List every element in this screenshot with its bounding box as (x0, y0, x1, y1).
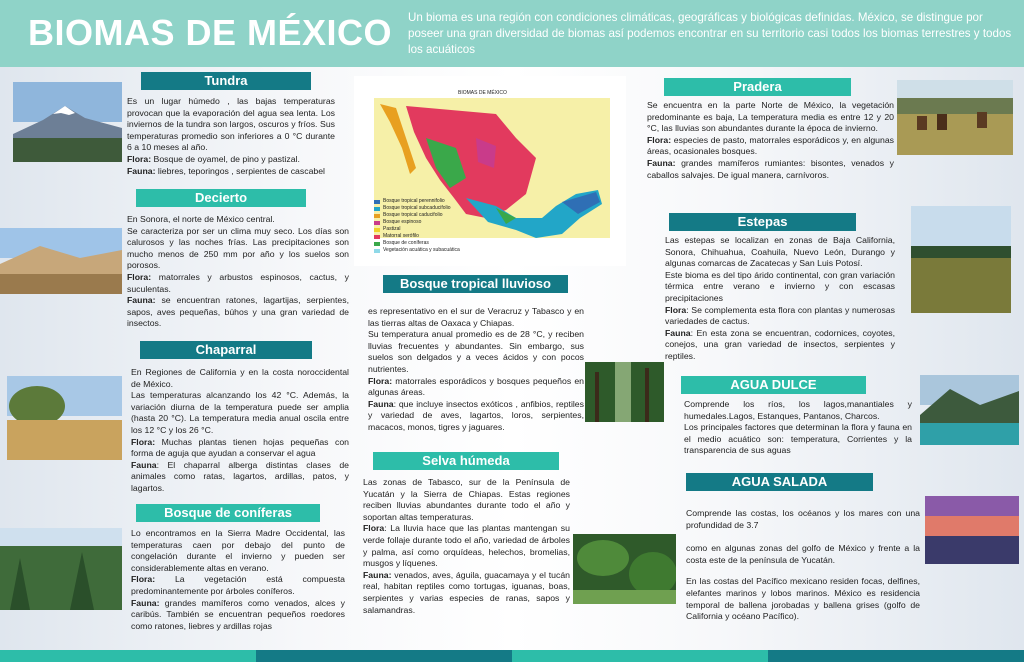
legend-swatch (374, 200, 380, 204)
desierto-text (127, 214, 349, 330)
desierto-description: Se caracteriza por ser un clima muy seco. Los días son calurosos y las noches frías. Las precipitaciones son mucho menos de 250 mm por año y los suelos son porosos. (127, 225, 349, 271)
pradera-fauna: grandes mamíferos rumiantes: bisontes, venados y caballos salvajes. De igual manera, carnívoros. (647, 157, 894, 180)
coniferas-text (131, 528, 345, 632)
coniferas-fauna-label: Fauna: (131, 597, 160, 608)
desierto-heading: Decierto (136, 189, 306, 207)
dulce-description: Comprende los ríos, los lagos,manantiales y humedales.Lagos, Estanques, Pantanos, Charcos. (684, 399, 912, 421)
legend-label: Bosque espinoso (383, 219, 422, 225)
desierto-fauna: se encuentran ratones, lagartijas, serpientes, sapos, aves pequeñas, búhos y una gran variedad de insectos. (127, 295, 349, 329)
tundra-fauna: liebres, teporingos , serpientes de cascabel (155, 165, 325, 176)
legend-swatch (374, 249, 380, 253)
selva-text (363, 477, 570, 616)
desierto-photo (0, 228, 122, 294)
tropical-heading: Bosque tropical lluvioso (383, 275, 568, 293)
estepas-photo (911, 206, 1011, 313)
legend-label: Bosque tropical subcaducifolio (383, 205, 451, 211)
coniferas-description: Lo encontramos en la Sierra Madre Occidental, las temperaturas caen por debajo del punto de congelación durante el invierno y pueden ser considerablemente altas en verano. (131, 528, 345, 573)
footer-bar-segment (512, 650, 768, 662)
tundra-flora-label: Flora: (127, 153, 152, 164)
tundra-fauna-label: Fauna: (127, 165, 156, 176)
estepas-fauna: : En esta zona se encuentran, codornices, coyotes, conejos, una gran variedad de insectos, serpientes y reptiles. (665, 327, 895, 361)
footer-bar-segment (256, 650, 512, 662)
dulce-heading: AGUA DULCE (681, 376, 866, 394)
legend-item (374, 233, 460, 240)
coniferas-photo (0, 528, 122, 610)
tropical-flora: matorrales esporádicos y bosques pequeños en algunas áreas. (368, 375, 584, 398)
legend-label: Bosque tropical caducifolio (383, 212, 443, 218)
tropical-photo (585, 362, 664, 422)
map-title: BIOMAS DE MÉXICO (458, 90, 507, 96)
legend-swatch (374, 242, 380, 246)
salada-photo (925, 496, 1019, 564)
estepas-fauna-label: Fauna (665, 327, 691, 338)
selva-location: Las zonas de Tabasco, sur de la Península de Yucatán y la Sierra de Chiapas. Estas regiones reciben lluvias abundantes durante todo el año y soportan altas temperaturas. (363, 477, 570, 522)
salada-location: como en algunas zonas del golfo de México y frente a la costa este de la península de Yucatán. (686, 543, 920, 565)
legend-swatch (374, 214, 380, 218)
selva-flora-label: Flora (363, 523, 385, 534)
pradera-heading: Pradera (664, 78, 851, 96)
chaparral-fauna-label: Fauna (131, 459, 157, 470)
selva-flora: : La lluvia hace que las plantas mantengan su verde follaje durante todo el año, variedad de árboles y palma, así como orquídeas, helechos, bromelias, musgos y líquenes. (363, 523, 570, 569)
desierto-fauna-label: Fauna: (127, 295, 156, 306)
map-legend (374, 198, 460, 254)
tropical-location: es representativo en el sur de Veracruz y Tabasco y en las tierras altas de Oaxaca y Chiapas. (368, 306, 584, 328)
legend-item (374, 247, 460, 254)
chaparral-heading: Chaparral (140, 341, 312, 359)
page-title: BIOMAS DE MÉXICO (28, 12, 393, 53)
tropical-fauna-label: Fauna (368, 398, 394, 409)
chaparral-flora: Muchas plantas tienen hojas pequeñas con forma de aguja que ayudan a conservar el agua (131, 436, 349, 459)
desierto-flora-label: Flora: (127, 271, 152, 282)
tropical-description: Su temperatura anual promedio es de 28 °C, y reciben lluvias frecuentes y abundantes. Sin embargo, sus suelos son delgados y a veces ácidos y con pocos nutrientes. (368, 329, 584, 374)
chaparral-flora-label: Flora: (131, 436, 156, 447)
legend-swatch (374, 228, 380, 232)
legend-item (374, 240, 460, 247)
chaparral-fauna: : El chaparral alberga distintas clases de animales como ratas, lagartos, ardillas, patos, y lagartos. (131, 459, 349, 493)
estepas-heading: Estepas (669, 213, 856, 231)
legend-label: Bosque tropical perennifolio (383, 198, 445, 204)
estepas-location: Las estepas se localizan en zonas de Baja California, Sonora, Chihuahua, Coahuila, Nuevo León, Durango y algunas comarcas de Zacatecas y San Luis Potosí. (665, 235, 895, 269)
tundra-flora: Bosque de oyamel, de pino y pastizal. (151, 153, 300, 164)
estepas-description: Este bioma es del tipo árido continental, con gran variación térmica entre verano e invierno y con escasas precipitaciones (665, 269, 895, 303)
estepas-flora: : Se complementa esta flora con plantas y numerosas variedades de cactus. (665, 304, 895, 327)
tropical-fauna: : que incluye insectos exóticos , anfibios, reptiles y variedad de aves, lagartos, loros, serpientes, macacos, monos, tigres y jaguares. (368, 398, 584, 432)
footer-bar-segment (0, 650, 256, 662)
legend-item (374, 226, 460, 233)
tundra-photo (13, 82, 122, 162)
dulce-text (684, 399, 912, 457)
pradera-photo (897, 80, 1013, 155)
legend-swatch (374, 235, 380, 239)
coniferas-flora-label: Flora: (131, 574, 156, 585)
chaparral-photo (7, 376, 122, 460)
tropical-flora-label: Flora: (368, 375, 393, 386)
legend-label: Bosque de coníferas (383, 240, 429, 246)
legend-swatch (374, 207, 380, 211)
legend-item (374, 205, 460, 212)
chaparral-text (131, 367, 349, 495)
salada-heading: AGUA SALADA (686, 473, 873, 491)
coniferas-flora: La vegetación está compuesta predominantemente por árboles coníferos. (131, 574, 345, 596)
tundra-heading: Tundra (141, 72, 311, 90)
selva-fauna: venados, aves, águila, guacamaya y el tucán real, habitan reptiles como tortugas, iguanas, boas, serpientes y varias especies de ranas, sapos y salamandras. (363, 569, 570, 615)
legend-item (374, 212, 460, 219)
dulce-photo (920, 375, 1019, 445)
dulce-factors: Los principales factores que determinan la flora y fauna en el medio acuático son: temperatura, Corrientes y la transparencia de sus aguas (684, 422, 912, 456)
tropical-text (368, 306, 584, 434)
tundra-description: Es un lugar húmedo , las bajas temperaturas provocan que la evaporación del agua sea lenta. Los inviernos de la tundra son largos, oscuros y fríos. Sus temperaturas promedio son inferiores a 0 °C durante 6 a 10 meses al año. (127, 96, 335, 153)
legend-item (374, 198, 460, 205)
legend-swatch (374, 221, 380, 225)
desierto-location: En Sonora, el norte de México central. (127, 214, 275, 224)
pradera-flora: especies de pasto, matorrales esporádicos y, en algunas áreas, ocasionales bosques. (647, 134, 894, 157)
legend-label: Matorral xerófilo (383, 233, 419, 239)
coniferas-heading: Bosque de coníferas (136, 504, 320, 522)
salada-fauna: En las costas del Pacífico mexicano residen focas, delfines, elefantes marinos y lobos marinos. México es residencia temporal de ballena jorobadas y ballena grises (golfo de California y océano Pacífico). (686, 576, 920, 622)
desierto-flora: matorrales y arbustos espinosos, cactus, y suculentas. (127, 271, 349, 294)
map-card (354, 76, 626, 266)
salada-description: Comprende las costas, los océanos y los mares con una profundidad de 3.7 (686, 508, 920, 530)
pradera-fauna-label: Fauna: (647, 157, 676, 168)
footer-bar-segment (768, 650, 1024, 662)
pradera-flora-label: Flora: (647, 134, 672, 145)
estepas-text (665, 235, 895, 363)
estepas-flora-label: Flora (665, 304, 687, 315)
tundra-text (127, 96, 335, 177)
intro-text: Un bioma es una región con condiciones climáticas, geográficas y biológicas definidas. México, se distingue por poseer una gran diversidad de biomas así podemos encontrar en su territorio casi todos los biomas terrestres y todos los acuáticos (408, 11, 1012, 56)
legend-label: Pastizal (383, 226, 401, 232)
pradera-description: Se encuentra en la parte Norte de México, la vegetación predominante es baja, La temperatura media es entre 12 y 20 °C, las lluvias son abundantes durante la época de invierno. (647, 100, 894, 134)
chaparral-description: Las temperaturas alcanzando los 42 °C. Además, la variación diurna de la temperatura puede ser amplia (hasta 20 °C). La temperatura media anual oscila entre los 12 °C y los 26 °C. (131, 390, 349, 435)
selva-fauna-label: Fauna: (363, 569, 392, 580)
legend-item (374, 219, 460, 226)
salada-text (686, 508, 920, 623)
chaparral-location: En Regiones de California y en la costa noroccidental de México. (131, 367, 349, 389)
pradera-text (647, 100, 894, 181)
legend-label: Vegetación acuática y subacuática (383, 247, 460, 253)
selva-photo (573, 534, 676, 604)
selva-heading: Selva húmeda (373, 452, 559, 470)
coniferas-fauna: grandes mamíferos como venados, alces y caribús. También se encuentran pequeños roedores como ratones, liebres y ardillas rojas (131, 597, 345, 631)
